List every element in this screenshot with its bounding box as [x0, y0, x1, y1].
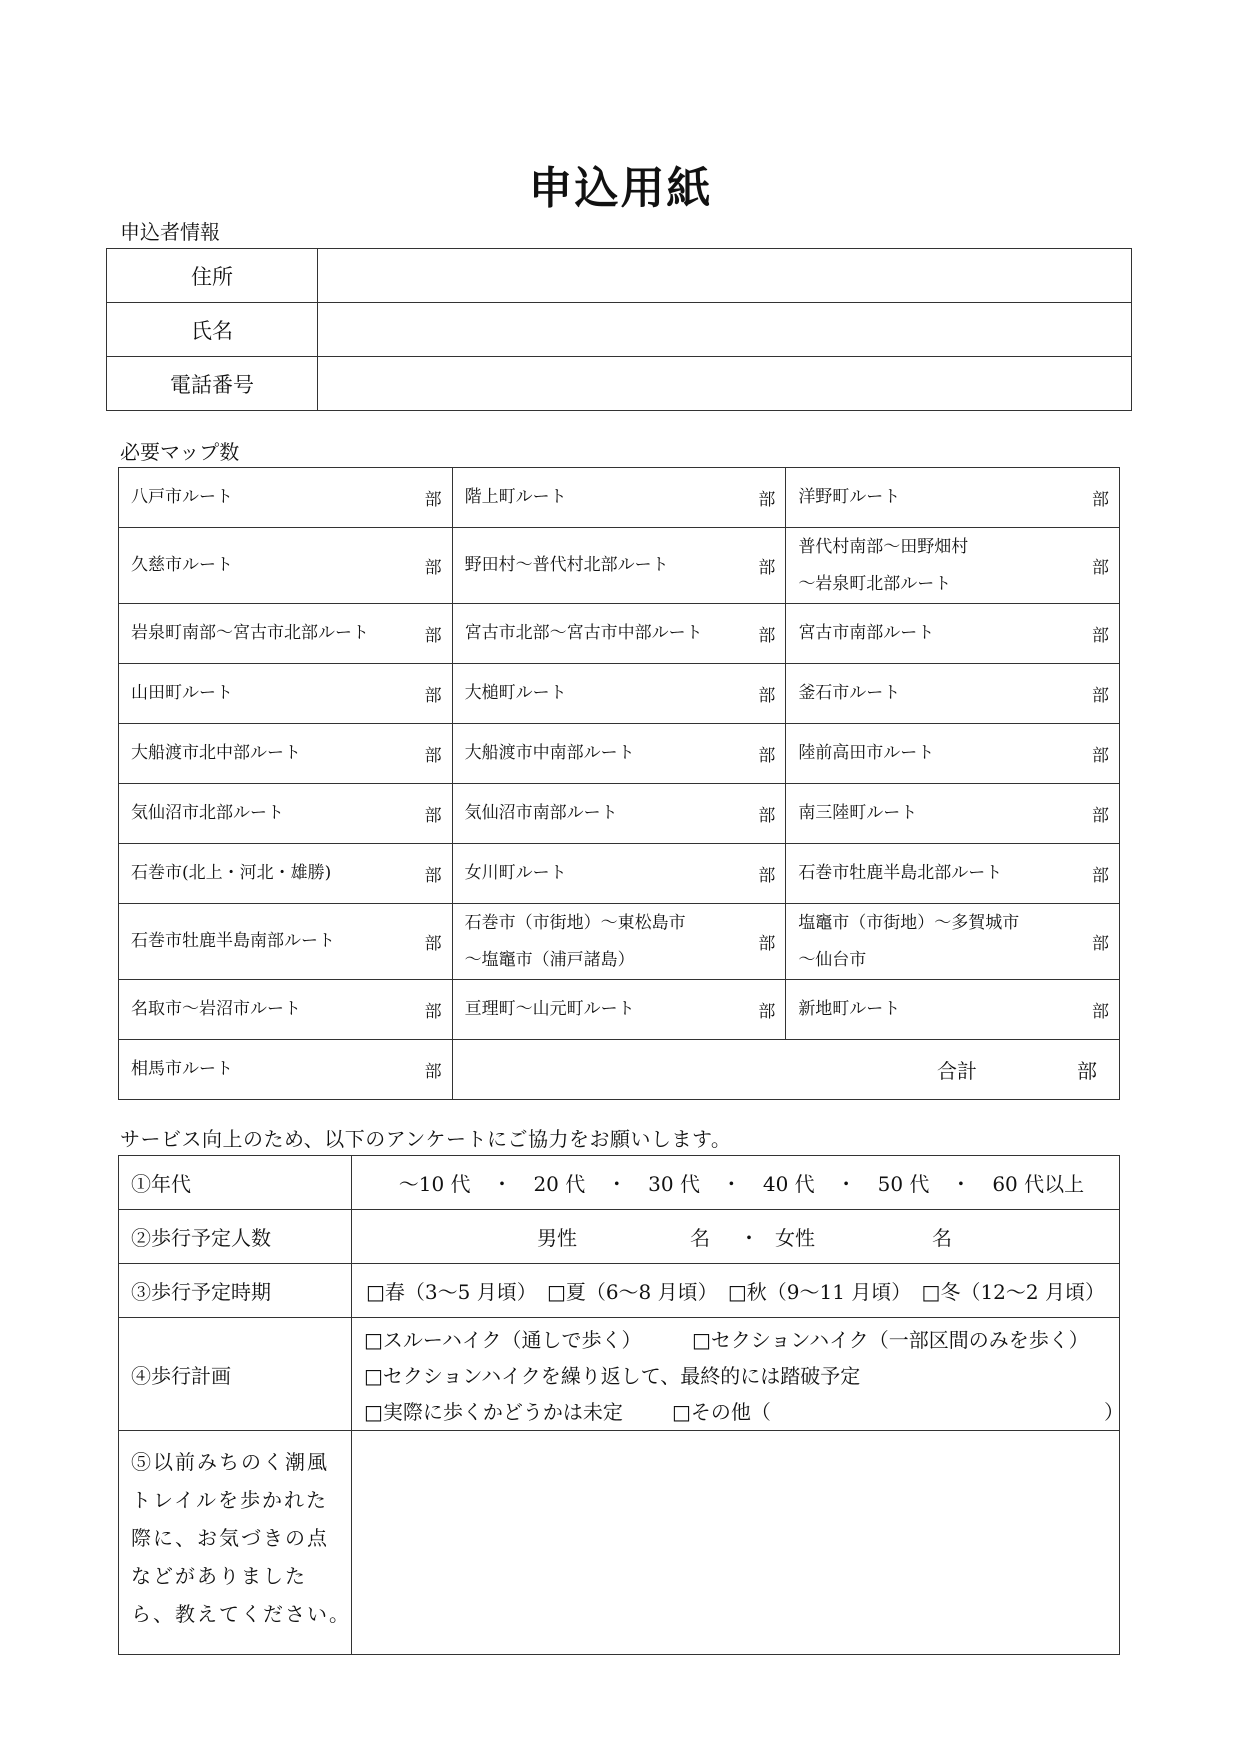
- q5-label-line: ら、教えてください。: [131, 1602, 351, 1626]
- q5-label: [119, 1431, 352, 1655]
- copies-unit: 部: [758, 746, 776, 766]
- map-route-cell[interactable]: [786, 664, 1120, 724]
- copies-unit: 部: [424, 746, 442, 766]
- page-title: 申込用紙: [528, 163, 713, 214]
- map-route-cell[interactable]: [452, 724, 786, 784]
- applicant-table: [106, 248, 1132, 411]
- male-unit: 名: [690, 1225, 710, 1250]
- map-route-name: 野田村～普代村北部ルート: [464, 555, 669, 575]
- phone-field[interactable]: [318, 357, 1132, 411]
- map-route-name: 久慈市ルート: [131, 555, 233, 575]
- map-route-cell[interactable]: [786, 980, 1120, 1040]
- q4-other-option[interactable]: □その他（: [672, 1400, 771, 1424]
- map-route-cell[interactable]: [452, 664, 786, 724]
- copies-unit: 部: [758, 806, 776, 826]
- q2-headcount[interactable]: [352, 1210, 1120, 1264]
- age-option[interactable]: 50 代: [877, 1172, 930, 1196]
- map-route-name: 階上町ルート: [464, 487, 567, 507]
- map-route-name: 石巻市（市街地）～東松島市 ～塩竈市（浦戸諸島）: [464, 912, 686, 970]
- q4-sectionhike-option[interactable]: □セクションハイク（一部区間のみを歩く）: [692, 1328, 1089, 1352]
- age-option[interactable]: 40 代: [762, 1172, 815, 1196]
- q4-other-close-paren: ）: [1104, 1400, 1124, 1424]
- copies-unit: 部: [758, 934, 776, 954]
- map-route-name: 塩竈市（市街地）～多賀城市 ～仙台市: [798, 912, 1020, 970]
- copies-unit: 部: [424, 866, 442, 886]
- copies-unit: 部: [1092, 806, 1109, 826]
- age-option[interactable]: 20 代: [533, 1172, 586, 1196]
- copies-unit: 部: [1092, 490, 1109, 510]
- name-field[interactable]: [318, 303, 1132, 357]
- copies-unit: 部: [758, 626, 776, 646]
- map-route-name: 陸前高田市ルート: [798, 743, 935, 763]
- map-route-name: 新地町ルート: [798, 999, 901, 1019]
- copies-unit: 部: [758, 1002, 776, 1022]
- map-route-cell[interactable]: [119, 784, 453, 844]
- map-route-name: 宮古市南部ルート: [798, 623, 935, 643]
- copies-unit: 部: [1092, 746, 1109, 766]
- name-label: 氏名: [107, 303, 318, 357]
- age-option[interactable]: ～10 代: [398, 1172, 471, 1196]
- map-route-name: 気仙沼市北部ルート: [131, 803, 284, 823]
- map-route-cell[interactable]: [119, 724, 453, 784]
- map-route-name: 宮古市北部～宮古市中部ルート: [464, 623, 703, 643]
- map-route-cell[interactable]: [452, 784, 786, 844]
- map-route-name: 釜石市ルート: [798, 683, 901, 703]
- age-separator: ・: [721, 1172, 742, 1196]
- q4-label: ④歩行計画: [119, 1318, 352, 1431]
- copies-unit: 部: [424, 806, 442, 826]
- copies-unit: 部: [424, 1062, 442, 1082]
- copies-unit: 部: [424, 626, 442, 646]
- maps-heading: 必要マップ数: [120, 440, 240, 464]
- season-option[interactable]: □秋（9～11 月頃）: [727, 1280, 912, 1304]
- map-route-name: 普代村南部～田野畑村 ～岩泉町北部ルート: [798, 536, 969, 594]
- q3-season-options[interactable]: [352, 1264, 1120, 1318]
- q1-age-options[interactable]: [352, 1156, 1120, 1210]
- total-unit: 部: [1077, 1059, 1097, 1083]
- copies-unit: 部: [1092, 626, 1109, 646]
- male-label: 男性: [537, 1225, 577, 1250]
- address-label: 住所: [107, 249, 318, 303]
- copies-unit: 部: [758, 490, 776, 510]
- address-field[interactable]: [318, 249, 1132, 303]
- map-route-name: 大船渡市北中部ルート: [131, 743, 301, 763]
- map-route-cell[interactable]: [452, 844, 786, 904]
- q5-comment-field[interactable]: [352, 1431, 1120, 1655]
- age-separator: ・: [836, 1172, 857, 1196]
- map-route-cell[interactable]: [786, 528, 1120, 604]
- map-route-name: 亘理町～山元町ルート: [464, 999, 635, 1019]
- map-route-cell[interactable]: [119, 604, 453, 664]
- total-cell[interactable]: [452, 1040, 1119, 1100]
- map-route-cell[interactable]: [786, 604, 1120, 664]
- q4-plan-options[interactable]: [352, 1318, 1124, 1431]
- season-option[interactable]: □春（3～5 月頃）: [366, 1280, 537, 1304]
- map-route-name: 石巻市牡鹿半島南部ルート: [131, 931, 335, 951]
- copies-unit: 部: [424, 558, 442, 578]
- copies-unit: 部: [1092, 1002, 1109, 1022]
- copies-unit: 部: [424, 490, 442, 510]
- map-route-name: 山田町ルート: [131, 683, 233, 703]
- copies-unit: 部: [1092, 686, 1109, 706]
- map-route-cell[interactable]: [786, 784, 1120, 844]
- copies-unit: 部: [1092, 558, 1109, 578]
- map-route-cell[interactable]: [119, 528, 453, 604]
- age-separator: ・: [606, 1172, 627, 1196]
- map-route-cell[interactable]: [119, 980, 453, 1040]
- map-route-name: 八戸市ルート: [131, 487, 233, 507]
- q1-label: ①年代: [119, 1156, 352, 1210]
- map-route-cell[interactable]: [452, 980, 786, 1040]
- age-option[interactable]: 30 代: [648, 1172, 700, 1196]
- copies-unit: 部: [1092, 934, 1109, 954]
- phone-label: 電話番号: [107, 357, 318, 411]
- total-label: 合計: [937, 1059, 977, 1083]
- copies-unit: 部: [758, 558, 776, 578]
- map-route-cell[interactable]: [452, 904, 786, 980]
- female-unit: 名: [932, 1225, 952, 1250]
- map-route-name: 南三陸町ルート: [798, 803, 918, 823]
- season-option[interactable]: □冬（12～2 月頃）: [921, 1280, 1105, 1304]
- q2-label: ②歩行予定人数: [119, 1210, 352, 1264]
- map-route-cell[interactable]: [786, 724, 1120, 784]
- survey-table: [118, 1155, 1124, 1655]
- map-route-cell[interactable]: [119, 844, 453, 904]
- map-route-name: 大槌町ルート: [464, 683, 567, 703]
- survey-intro: サービス向上のため、以下のアンケートにご協力をお願いします。: [120, 1127, 732, 1151]
- map-route-name: 大船渡市中南部ルート: [464, 743, 635, 763]
- map-route-cell[interactable]: [119, 1040, 453, 1100]
- copies-unit: 部: [1092, 866, 1109, 886]
- season-option[interactable]: □夏（6～8 月頃）: [546, 1280, 718, 1304]
- map-route-name: 女川町ルート: [464, 863, 567, 883]
- map-route-cell[interactable]: [452, 468, 786, 528]
- map-route-name: 名取市～岩沼市ルート: [131, 999, 301, 1019]
- copies-unit: 部: [758, 686, 776, 706]
- copies-unit: 部: [758, 866, 776, 886]
- q5-label-line: トレイルを歩かれた: [131, 1488, 328, 1512]
- map-route-cell[interactable]: [786, 844, 1120, 904]
- q5-label-line: ⑤以前みちのく潮風: [131, 1450, 329, 1474]
- map-route-name: 岩泉町南部～宮古市北部ルート: [131, 623, 369, 643]
- applicant-heading: 申込者情報: [120, 220, 220, 244]
- map-route-cell[interactable]: [119, 664, 453, 724]
- copies-unit: 部: [424, 686, 442, 706]
- separator: ・: [739, 1225, 759, 1250]
- female-label: 女性: [775, 1225, 815, 1250]
- map-route-cell[interactable]: [119, 468, 453, 528]
- q4-repeat-section-option[interactable]: □セクションハイクを繰り返して、最終的には踏破予定: [364, 1364, 861, 1388]
- age-option[interactable]: 60 代以上: [992, 1172, 1085, 1196]
- copies-unit: 部: [424, 1002, 442, 1022]
- q5-label-line: などがありました: [131, 1564, 307, 1588]
- map-route-cell[interactable]: [786, 904, 1120, 980]
- map-route-cell[interactable]: [452, 604, 786, 664]
- map-route-name: 相馬市ルート: [131, 1059, 233, 1079]
- q4-undecided-option[interactable]: □実際に歩くかどうかは未定: [364, 1400, 623, 1424]
- age-separator: ・: [950, 1172, 971, 1196]
- map-route-name: 石巻市牡鹿半島北部ルート: [798, 863, 1003, 883]
- q5-label-line: 際に、お気づきの点: [131, 1526, 329, 1550]
- map-route-cell[interactable]: [452, 528, 786, 604]
- map-route-name: 石巻市(北上・河北・雄勝): [131, 863, 332, 883]
- map-route-cell[interactable]: [119, 904, 453, 980]
- map-route-name: 気仙沼市南部ルート: [464, 803, 618, 823]
- maps-table: [118, 467, 1120, 1100]
- q4-throughhike-option[interactable]: □スルーハイク（通しで歩く）: [364, 1328, 642, 1352]
- q3-label: ③歩行予定時期: [119, 1264, 352, 1318]
- age-separator: ・: [491, 1172, 512, 1196]
- map-route-cell[interactable]: [786, 468, 1120, 528]
- map-route-name: 洋野町ルート: [798, 487, 901, 507]
- copies-unit: 部: [424, 934, 442, 954]
